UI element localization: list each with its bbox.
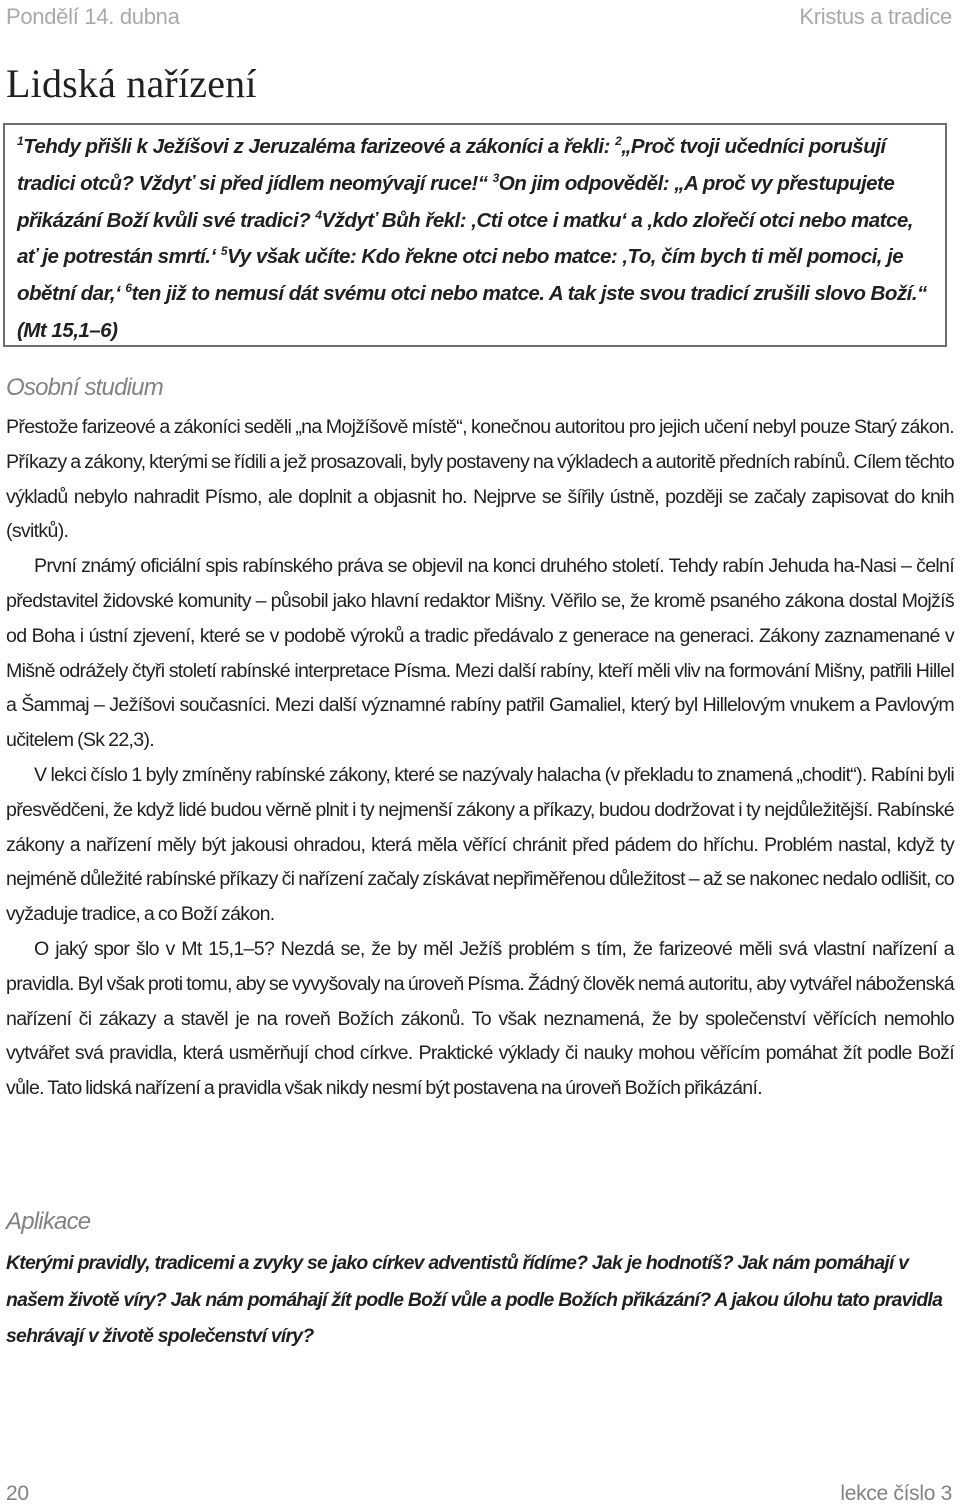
verse-text: „Proč tvoji učedníci porušují tradici otců? Vždyť si před jídlem neomývají ruce!“: [17, 135, 886, 195]
page-footer: [6, 1479, 952, 1509]
scripture-text: [17, 129, 935, 350]
verse-number: 1: [17, 134, 24, 148]
verse-text: Tehdy přišli k Ježíšovi z Jeruzaléma farizeové a zákoníci a řekli:: [23, 135, 616, 158]
verse-number: 2: [615, 134, 622, 148]
scripture-box: [3, 123, 947, 347]
application-heading: Aplikace: [6, 1208, 91, 1235]
verse-number: 6: [125, 281, 132, 296]
study-paragraph: O jaký spor šlo v Mt 15,1–5? Nezdá se, že by měl Ježíš problém s tím, že farizeové měli svá vlastní nařízení a pravidla. Byl však proti tomu, aby se vyvyšovaly na úroveň Písma. Žádný člověk nemá autoritu, aby vytvářel náboženská nařízení či zákazy a stavěl je na roveň Božích zákonů. To však neznamená, že by společenství věřících nemohlo vytvářet svá pravidla, která usměrňují chod církve. Praktické výklady či nauky mohou věřícím pomáhat žít podle Boží vůle. Tato lidská nařízení a pravidla však nikdy nesmí být postavena na úroveň Božích přikázání.: [6, 937, 954, 1100]
study-paragraph: V lekci číslo 1 byly zmíněny rabínské zákony, které se nazývaly halacha (v překladu to znamená „chodit“). Rabíni byli přesvědčeni, že když lidé budou věrně plnit i ty nejmenší zákony a příkazy, budou dodržovat i ty nejdůležitější. Rabínské zákony a nařízení měly být jakousi ohradou, která měla věřící chránit před pádem do hříchu. Problém nastal, když ty nejméně důležité rabínské příkazy či nařízení začaly získávat nepřiměřenou důležitost – až se nakonec nedalo odlišit, co vyžaduje tradice, a co Boží zákon.: [6, 763, 954, 926]
study-paragraph: Přestože farizeové a zákoníci seděli „na Mojžíšově místě“, konečnou autoritou pro jejich učení nebyl pouze Starý zákon. Příkazy a zákony, kterými se řídili a jež prosazovali, byly postaveny na výkladech a autoritě předních rabínů. Cílem těchto výkladů nebylo nahradit Písmo, ale doplnit a objasnit ho. Nejprve se šířily ústně, později se začaly zapisovat do knih (svitků).: [6, 416, 954, 543]
scripture-reference: (Mt 15,1–6): [17, 318, 118, 342]
verse-text: On jim odpověděl: „A proč vy přestupujete přikázání Boží kvůli své tradici?: [17, 171, 895, 232]
header-series-title: Kristus a tradice: [799, 4, 952, 29]
lesson-label: lekce číslo 3: [840, 1482, 952, 1505]
study-heading: Osobní studium: [6, 374, 163, 401]
verse-text: ten již to nemusí dát svému otci nebo matce. A tak jste svou tradicí zrušili slovo Boží.“: [131, 282, 927, 306]
application-text: Kterými pravidly, tradicemi a zvyky se jako církev adventistů řídíme? Jak je hodnotíš? Jak nám pomáhají v našem životě víry? Jak nám pomáhají žít podle Boží vůle a podle Božích přikázání? A jakou úlohu tato pravidla sehrávají v životě společenství víry?: [6, 1252, 943, 1347]
page-title: Lidská nařízení: [6, 61, 257, 106]
page-number: 20: [6, 1482, 29, 1505]
study-body: [6, 410, 954, 1106]
header-date: Pondělí 14. dubna: [6, 4, 180, 29]
verse-number: 5: [220, 244, 227, 259]
verse-number: 3: [492, 170, 499, 185]
study-paragraph: První známý oficiální spis rabínského práva se objevil na konci druhého století. Tehdy rabín Jehuda ha-Nasi – čelní představitel židovské komunity – působil jako hlavní redaktor Mišny. Věřilo se, že kromě psaného zákona dostal Mojžíš od Boha i ústní zjevení, které se v podobě výroků a tradic předávalo z generace na generaci. Zákony zaznamenané v Mišně odrážely čtyři století rabínské interpretace Písma. Mezi další rabíny, kteří měli vliv na formování Mišny, patřili Hillel a Šammaj – Ježíšovi současníci. Mezi další významné rabíny patřil Gamaliel, který byl Hillelovým vnukem a Pavlovým učitelem (Sk 22,3).: [6, 555, 954, 752]
verse-text: Vždyť Bůh řekl: ‚Cti otce i matku‘ a ‚kdo zlořečí otci nebo matce, ať je potrestán smrtí.‘: [17, 208, 913, 269]
verse-number: 4: [315, 207, 322, 222]
verse-text: Vy však učíte: Kdo řekne otci nebo matce: ‚To, čím bych ti měl pomoci, je obětní dar,‘: [17, 245, 904, 306]
page-header: [6, 2, 952, 32]
